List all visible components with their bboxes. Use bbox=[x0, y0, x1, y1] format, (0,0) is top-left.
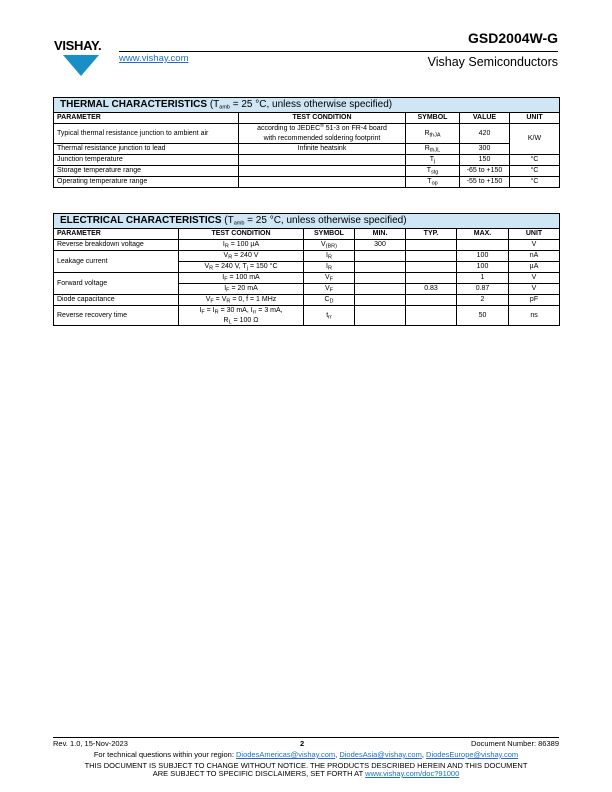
unit-cell: °C bbox=[510, 166, 560, 177]
unit-cell: nA bbox=[509, 251, 560, 262]
svg-text:VISHAY.: VISHAY. bbox=[54, 38, 102, 53]
symbol-cell: $I_R$ bbox=[304, 251, 355, 262]
max-cell: 2 bbox=[457, 295, 509, 306]
condition-cell: $V_F = V_R = 0$, f = 1 MHz bbox=[179, 295, 304, 306]
min-cell bbox=[355, 251, 406, 262]
typ-cell bbox=[406, 251, 457, 262]
condition-cell: according to JEDEC® 51-3 on FR-4 board with recommended soldering footprint bbox=[239, 124, 406, 144]
unit-cell: pF bbox=[509, 295, 560, 306]
value-cell: 150 bbox=[460, 155, 510, 166]
condition-cell: Infinite heatsink bbox=[239, 144, 406, 155]
vishay-logo bbox=[53, 34, 113, 78]
max-cell bbox=[457, 240, 509, 251]
thermal-characteristics-table bbox=[53, 97, 560, 188]
parameter-cell: Operating temperature range bbox=[54, 177, 239, 188]
symbol-cell: $T_{stg}$ bbox=[406, 166, 460, 177]
symbol-cell: $R_{thJA}$ bbox=[406, 124, 460, 144]
typ-cell: 0.83 bbox=[406, 284, 457, 295]
table-row bbox=[54, 124, 560, 144]
symbol-cell: $C_D$ bbox=[304, 295, 355, 306]
min-cell bbox=[355, 295, 406, 306]
unit-cell: °C bbox=[510, 177, 560, 188]
unit-cell: K/W bbox=[510, 124, 560, 155]
min-cell bbox=[355, 262, 406, 273]
col-header-symbol: SYMBOL bbox=[304, 229, 355, 240]
header-row bbox=[54, 113, 560, 124]
symbol-cell: $T_{op}$ bbox=[406, 177, 460, 188]
min-cell bbox=[355, 306, 406, 326]
notice-line-1: THIS DOCUMENT IS SUBJECT TO CHANGE WITHOUT NOTICE. THE PRODUCTS DESCRIBED HEREIN AND THIS DOCUMENT bbox=[84, 761, 528, 770]
condition-cell bbox=[239, 166, 406, 177]
table-row bbox=[54, 177, 560, 188]
max-cell: 0.87 bbox=[457, 284, 509, 295]
page-number: 2 bbox=[300, 739, 305, 748]
table-row bbox=[54, 166, 560, 177]
col-header-unit: UNIT bbox=[510, 113, 560, 124]
unit-cell: V bbox=[509, 284, 560, 295]
min-cell bbox=[355, 273, 406, 284]
table-row bbox=[54, 295, 560, 306]
condition-cell bbox=[239, 155, 406, 166]
condition-cell: $V_R = 240$ V, $T_j = 150$ °C bbox=[179, 262, 304, 273]
value-cell: 420 bbox=[460, 124, 510, 144]
table-row bbox=[54, 306, 560, 326]
parameter-cell: Junction temperature bbox=[54, 155, 239, 166]
col-header-parameter: PARAMETER bbox=[54, 229, 179, 240]
min-cell bbox=[355, 284, 406, 295]
email-europe-link[interactable]: DiodesEurope@vishay.com bbox=[426, 750, 519, 759]
table-row bbox=[54, 144, 560, 155]
revision-label: Rev. 1.0, 15-Nov-2023 bbox=[53, 739, 128, 748]
unit-cell: °C bbox=[510, 155, 560, 166]
parameter-cell: Reverse recovery time bbox=[54, 306, 179, 326]
company-name: Vishay Semiconductors bbox=[427, 55, 558, 69]
condition-cell: $V_R = 240$ V bbox=[179, 251, 304, 262]
symbol-cell: $t_{rr}$ bbox=[304, 306, 355, 326]
document-number: Document Number: 86389 bbox=[471, 739, 559, 748]
col-header-test-condition: TEST CONDITION bbox=[179, 229, 304, 240]
symbol-cell: $R_{thJL}$ bbox=[406, 144, 460, 155]
email-americas-link[interactable]: DiodesAmericas@vishay.com bbox=[236, 750, 336, 759]
typ-cell bbox=[406, 273, 457, 284]
parameter-cell: Typical thermal resistance junction to ambient air bbox=[54, 124, 239, 144]
symbol-cell: $V_F$ bbox=[304, 284, 355, 295]
header-row bbox=[54, 229, 560, 240]
table-row bbox=[54, 251, 560, 262]
technical-questions-line: For technical questions within your region: DiodesAmericas@vishay.com, DiodesAsia@vishay.com, DiodesEurope@vishay.com bbox=[93, 750, 519, 759]
typ-cell bbox=[406, 240, 457, 251]
parameter-cell: Reverse breakdown voltage bbox=[54, 240, 179, 251]
table-row bbox=[54, 273, 560, 284]
col-header-max: MAX. bbox=[457, 229, 509, 240]
col-header-unit: UNIT bbox=[509, 229, 560, 240]
typ-cell bbox=[406, 306, 457, 326]
condition-cell bbox=[239, 177, 406, 188]
condition-cell: $I_R = 100$ µA bbox=[179, 240, 304, 251]
max-cell: 100 bbox=[457, 251, 509, 262]
table-row bbox=[54, 240, 560, 251]
value-cell: -55 to +150 bbox=[460, 177, 510, 188]
symbol-cell: $I_R$ bbox=[304, 262, 355, 273]
min-cell: 300 bbox=[355, 240, 406, 251]
footer-divider bbox=[53, 737, 559, 738]
col-header-test-condition: TEST CONDITION bbox=[239, 113, 406, 124]
max-cell: 50 bbox=[457, 306, 509, 326]
parameter-cell: Forward voltage bbox=[54, 273, 179, 295]
max-cell: 1 bbox=[457, 273, 509, 284]
col-header-min: MIN. bbox=[355, 229, 406, 240]
table-title-row bbox=[54, 214, 560, 229]
parameter-cell: Storage temperature range bbox=[54, 166, 239, 177]
typ-cell bbox=[406, 262, 457, 273]
symbol-cell: $V_F$ bbox=[304, 273, 355, 284]
value-cell: -65 to +150 bbox=[460, 166, 510, 177]
typ-cell bbox=[406, 295, 457, 306]
disclaimer-link[interactable]: www.vishay.com/doc?91000 bbox=[365, 769, 460, 778]
unit-cell: V bbox=[509, 240, 560, 251]
col-header-typ: TYP. bbox=[406, 229, 457, 240]
col-header-value: VALUE bbox=[460, 113, 510, 124]
electrical-title: ELECTRICAL CHARACTERISTICS ($T_{amb} = 25$ °C, unless otherwise specified) bbox=[54, 214, 560, 229]
condition-cell: $I_F = 100$ mA bbox=[179, 273, 304, 284]
col-header-symbol: SYMBOL bbox=[406, 113, 460, 124]
table-row bbox=[54, 155, 560, 166]
symbol-cell: $T_j$ bbox=[406, 155, 460, 166]
parameter-cell: Leakage current bbox=[54, 251, 179, 273]
electrical-characteristics-table bbox=[53, 213, 560, 326]
condition-cell: $I_F = I_R = 30$ mA, $I_{rr} = 3$ mA, $R_L = 100$ Ω bbox=[179, 306, 304, 326]
email-asia-link[interactable]: DiodesAsia@vishay.com bbox=[339, 750, 422, 759]
parameter-cell: Diode capacitance bbox=[54, 295, 179, 306]
condition-cell: $I_F = 20$ mA bbox=[179, 284, 304, 295]
header-divider bbox=[119, 51, 558, 52]
unit-cell: µA bbox=[509, 262, 560, 273]
col-header-parameter: PARAMETER bbox=[54, 113, 239, 124]
thermal-title: THERMAL CHARACTERISTICS ($T_{amb} = 25$ °C, unless otherwise specified) bbox=[54, 98, 560, 113]
max-cell: 100 bbox=[457, 262, 509, 273]
table-title-row bbox=[54, 98, 560, 113]
symbol-cell: $V_{(BR)}$ bbox=[304, 240, 355, 251]
parameter-cell: Thermal resistance junction to lead bbox=[54, 144, 239, 155]
notice-line-2: ARE SUBJECT TO SPECIFIC DISCLAIMERS, SET FORTH AT www.vishay.com/doc?91000 bbox=[152, 769, 460, 778]
website-link[interactable]: www.vishay.com bbox=[119, 53, 189, 64]
part-number: GSD2004W-G bbox=[468, 30, 558, 46]
unit-cell: V bbox=[509, 273, 560, 284]
unit-cell: ns bbox=[509, 306, 560, 326]
value-cell: 300 bbox=[460, 144, 510, 155]
